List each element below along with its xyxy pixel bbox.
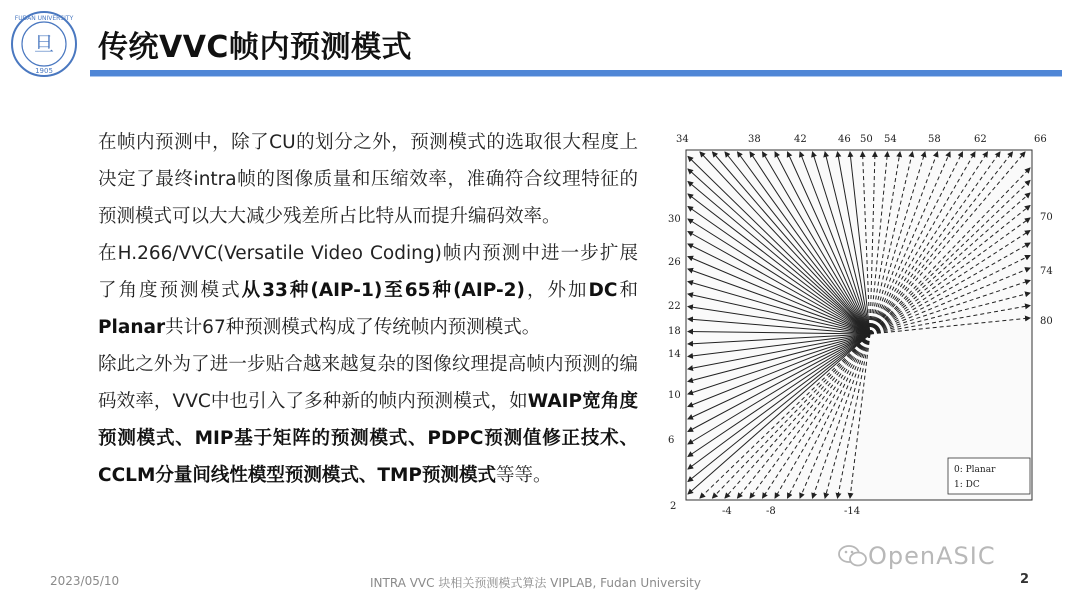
label-top-42: 42 [794, 134, 807, 145]
logo-year: 1905 [35, 67, 53, 75]
label-top-54: 54 [884, 134, 897, 145]
legend-dc: 1: DC [954, 480, 980, 490]
paragraph-2 [98, 235, 638, 346]
page-title: 传统VVC帧内预测模式 [98, 30, 412, 65]
left-labels [668, 214, 681, 512]
label-left-26: 26 [668, 257, 681, 268]
p2-highlight-range: 从33种(AIP-1)至65种(AIP-2) [241, 280, 525, 301]
paragraph-3 [98, 346, 638, 494]
p2-text-c: ，外加 [524, 280, 589, 301]
label-left-30: 30 [668, 214, 681, 225]
legend-planar: 0: Planar [954, 465, 996, 475]
p2-highlight-dc: DC [588, 280, 618, 301]
label-bottom-neg14: -14 [844, 506, 861, 517]
body-text [98, 124, 638, 494]
p3-text-a: 除此之外为了进一步贴合越来越复杂的图像纹理提高帧内预测的编码效率，VVC中也引入了多种新的帧内预测模式，如 [98, 354, 638, 412]
label-bottom-neg4: -4 [722, 506, 732, 517]
label-right-80: 80 [1040, 316, 1053, 327]
label-left-14: 14 [668, 349, 681, 360]
label-left-2: 2 [670, 501, 677, 512]
fudan-university-logo [10, 10, 78, 78]
label-right-74: 74 [1040, 266, 1053, 277]
title-underline-bar [90, 70, 1062, 77]
logo-text: FUDAN UNIVERSITY [14, 15, 74, 22]
logo-glyph: 旦 [34, 32, 54, 56]
label-left-18: 18 [668, 326, 681, 337]
label-right-70: 70 [1040, 212, 1053, 223]
label-top-38: 38 [748, 134, 761, 145]
paragraph-1: 在帧内预测中，除了CU的划分之外，预测模式的选取很大程度上决定了最终intra帧的图像质量和压缩效率，准确符合纹理特征的预测模式可以大大减少残差所占比特从而提升编码效率。 [98, 132, 638, 227]
label-left-10: 10 [668, 390, 681, 401]
label-top-34: 34 [676, 134, 689, 145]
label-top-50: 50 [860, 134, 873, 145]
p3-highlight-modes: WAIP宽角度预测模式、MIP基于矩阵的预测模式、PDPC预测值修正技术、CCLM分量间线性模型预测模式、TMP预测模式 [98, 391, 638, 486]
p2-text-g: 共计67种预测模式构成了传统帧内预测模式。 [165, 317, 541, 338]
label-left-6: 6 [668, 435, 675, 446]
watermark-text: OpenASIC [868, 542, 996, 570]
p2-highlight-planar: Planar [98, 317, 166, 338]
top-labels [676, 134, 1047, 145]
footer-center-text: INTRA VVC 块相关预测模式算法 VIPLAB, Fudan University [370, 576, 701, 590]
label-top-46: 46 [838, 134, 851, 145]
label-bottom-neg8: -8 [766, 506, 776, 517]
footer-date: 2023/05/10 [50, 574, 120, 588]
label-top-58: 58 [928, 134, 941, 145]
page-number: 2 [1020, 572, 1030, 587]
p3-text-c: 等等。 [495, 465, 552, 486]
bottom-labels [722, 506, 860, 517]
legend-box [948, 458, 1030, 494]
label-left-22: 22 [668, 301, 681, 312]
p2-text-e: 和 [617, 280, 638, 301]
wechat-icon [838, 543, 868, 569]
p2-text-a: 在H.266/VVC(Versatile Video Coding)帧内预测中进一步扩展了角度预测模式 [98, 243, 638, 301]
label-top-62: 62 [974, 134, 987, 145]
label-top-66: 66 [1034, 134, 1047, 145]
right-labels [1040, 212, 1053, 327]
intra-prediction-modes-diagram [660, 128, 1060, 518]
